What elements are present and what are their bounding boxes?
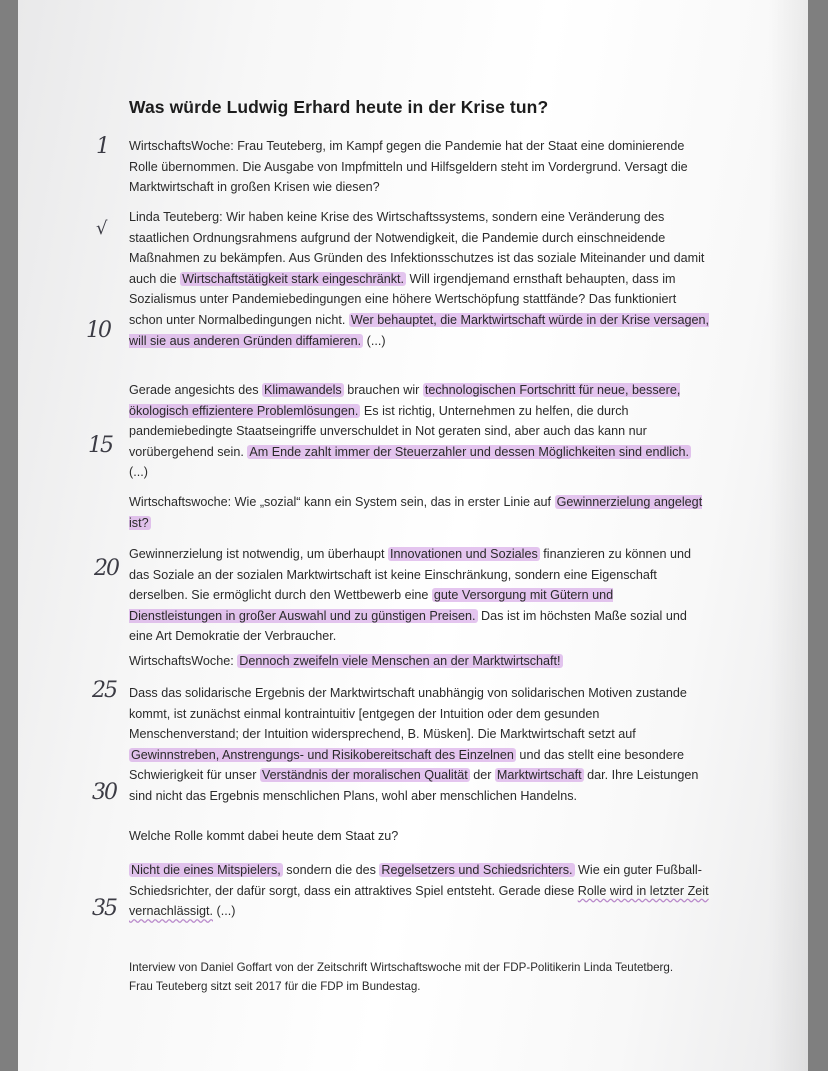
answer-3 bbox=[129, 544, 709, 647]
answer-2 bbox=[129, 380, 709, 483]
text-run: (...) bbox=[213, 904, 236, 919]
question-3 bbox=[129, 651, 709, 672]
text-run: Das ist im höchsten Maße sozial und eine Art Demokratie der Verbraucher. bbox=[129, 608, 687, 644]
highlight: Marktwirtschaft bbox=[496, 768, 582, 783]
question-2-text bbox=[129, 492, 709, 533]
text-run: Wirtschaftswoche: Wie „sozial“ kann ein System sein, das in erster Linie auf bbox=[129, 495, 555, 509]
highlight: Nicht die eines Mitspielers, bbox=[131, 863, 281, 877]
answer-1-text bbox=[129, 207, 709, 351]
answer-1 bbox=[129, 207, 709, 351]
highlight: Regelsetzers und Schiedsrichters. bbox=[381, 863, 573, 877]
text-run: finanzieren zu können und das Soziale an der sozialen Marktwirtschaft ist keine Einschränkung, sondern eine Eigenschaft derselben. Sie ermöglicht durch den Wettbewerb eine bbox=[129, 547, 692, 603]
question-4 bbox=[129, 826, 709, 847]
text-run: Linda Teuteberg: Wir haben keine Krise des Wirtschaftssystems, sondern eine Veränderung des staatlichen Ordnungsrahmens aufgrund der Notwendigkeit, die Pandemie durch einschneidende Maßnahmen zu bekämpfen. Aus Gründen des Infektionsschutzes ist das soziale Miteinander und damit auch die bbox=[129, 210, 705, 286]
text-run: dar. Ihre Leistungen sind nicht das Ergebnis menschlichen Plans, wohl aber menschlichen Handelns. bbox=[129, 768, 699, 803]
text-run: (...) bbox=[363, 333, 386, 348]
answer-4-text bbox=[129, 683, 709, 807]
question-1 bbox=[129, 136, 709, 198]
answer-4 bbox=[129, 683, 709, 807]
text-run: Dass das solidarische Ergebnis der Marktwirtschaft unabhängig von solidarischen Motiven zustande kommt, ist zunächst einmal kontraintuitiv [entgegen der Intuition oder dem gesunden Menschenverstand; der Intuition widersprechend, B. Müsken]. Die Marktwirtschaft setzt auf bbox=[129, 686, 687, 742]
text-run: Will irgendjemand ernsthaft behaupten, dass im Sozialismus unter Pandemiebedingungen eine höhere Wertschöpfung stattfände? Das funktioniert schon unter Normalbedingungen nicht. bbox=[129, 271, 677, 327]
question-1-text: WirtschaftsWoche: Frau Teuteberg, im Kampf gegen die Pandemie hat der Staat eine dominierende Rolle übernommen. Die Ausgabe von Impfmitteln und Hilfsgeldern steht im Vordergrund. Versagt die Marktwirtschaft in großen Krisen wie diesen? bbox=[129, 139, 688, 195]
text-run: WirtschaftsWoche: bbox=[129, 654, 238, 668]
text-run: Gewinnerzielung ist notwendig, um überhaupt bbox=[129, 547, 389, 561]
highlight: Wirtschaftstätigkeit stark eingeschränkt. bbox=[182, 271, 404, 286]
margin-number-15: 15 bbox=[88, 433, 112, 458]
margin-check-mark: √ bbox=[96, 218, 108, 239]
text-run: (...) bbox=[129, 465, 148, 480]
text-run: sondern die des bbox=[282, 863, 380, 877]
highlight: Klimawandels bbox=[264, 383, 342, 397]
highlight: Gewinnerzielung angelegt ist? bbox=[129, 495, 703, 530]
page-title: Was würde Ludwig Erhard heute in der Krise tun? bbox=[129, 97, 549, 117]
answer-2-text bbox=[129, 380, 709, 483]
question-4-text: Welche Rolle kommt dabei heute dem Staat zu? bbox=[129, 829, 399, 843]
text-run: der bbox=[469, 768, 495, 783]
wavy-underline: Rolle wird in letzter Zeit vernachlässigt. bbox=[129, 883, 709, 919]
highlight: Wer behauptet, die Marktwirtschaft würde in der Krise versagen, will sie aus anderen Gründen diffamieren. bbox=[129, 312, 709, 348]
highlight: technologischen Fortschritt für neue, bessere, ökologisch effizientere Problemlösungen. bbox=[129, 383, 681, 418]
margin-number-35: 35 bbox=[92, 896, 116, 921]
highlight: Gewinnstreben, Anstrengungs- und Risikobereitschaft des Einzelnen bbox=[131, 747, 514, 762]
text-run: Es ist richtig, Unternehmen zu helfen, die durch pandemiebedingte Staatseingriffe unverschuldet in Not geraten sind, aber auch das kann nur vorübergehend sein. bbox=[129, 403, 647, 459]
highlight: Dennoch zweifeln viele Menschen an der Marktwirtschaft! bbox=[239, 654, 561, 668]
highlight: Innovationen und Soziales bbox=[390, 547, 538, 561]
margin-number-25: 25 bbox=[92, 678, 116, 703]
answer-5 bbox=[129, 860, 709, 922]
highlight: gute Versorgung mit Gütern und Dienstleistungen in großer Auswahl und zu günstigen Preisen. bbox=[129, 588, 614, 623]
margin-number-10: 10 bbox=[86, 318, 110, 343]
question-3-text bbox=[129, 651, 709, 672]
page-shadow bbox=[768, 0, 808, 1071]
margin-number-20: 20 bbox=[94, 556, 118, 581]
margin-number-1: 1 bbox=[96, 134, 108, 159]
text-run: Gerade angesichts des bbox=[129, 383, 263, 397]
margin-number-30: 30 bbox=[92, 780, 116, 805]
answer-5-text bbox=[129, 860, 709, 922]
text-run: und das stellt eine besondere Schwierigkeit für unser bbox=[129, 747, 684, 783]
text-run: brauchen wir bbox=[343, 383, 423, 397]
highlight: Am Ende zahlt immer der Steuerzahler und dessen Möglichkeiten sind endlich. bbox=[249, 444, 689, 459]
text-run: Wie ein guter Fußball-Schiedsrichter, der dafür sorgt, dass ein attraktives Spiel entsteht. Gerade diese bbox=[129, 863, 702, 898]
highlight: Verständnis der moralischen Qualität bbox=[261, 768, 468, 783]
source-note: Interview von Daniel Goffart von der Zeitschrift Wirtschaftswoche mit der FDP-Politikerin Linda Teutetberg. Frau Teuteberg sitzt seit 2017 für die FDP im Bundestag. bbox=[129, 961, 674, 993]
scanned-page bbox=[18, 0, 808, 1071]
answer-3-text bbox=[129, 544, 709, 647]
question-2 bbox=[129, 492, 709, 533]
